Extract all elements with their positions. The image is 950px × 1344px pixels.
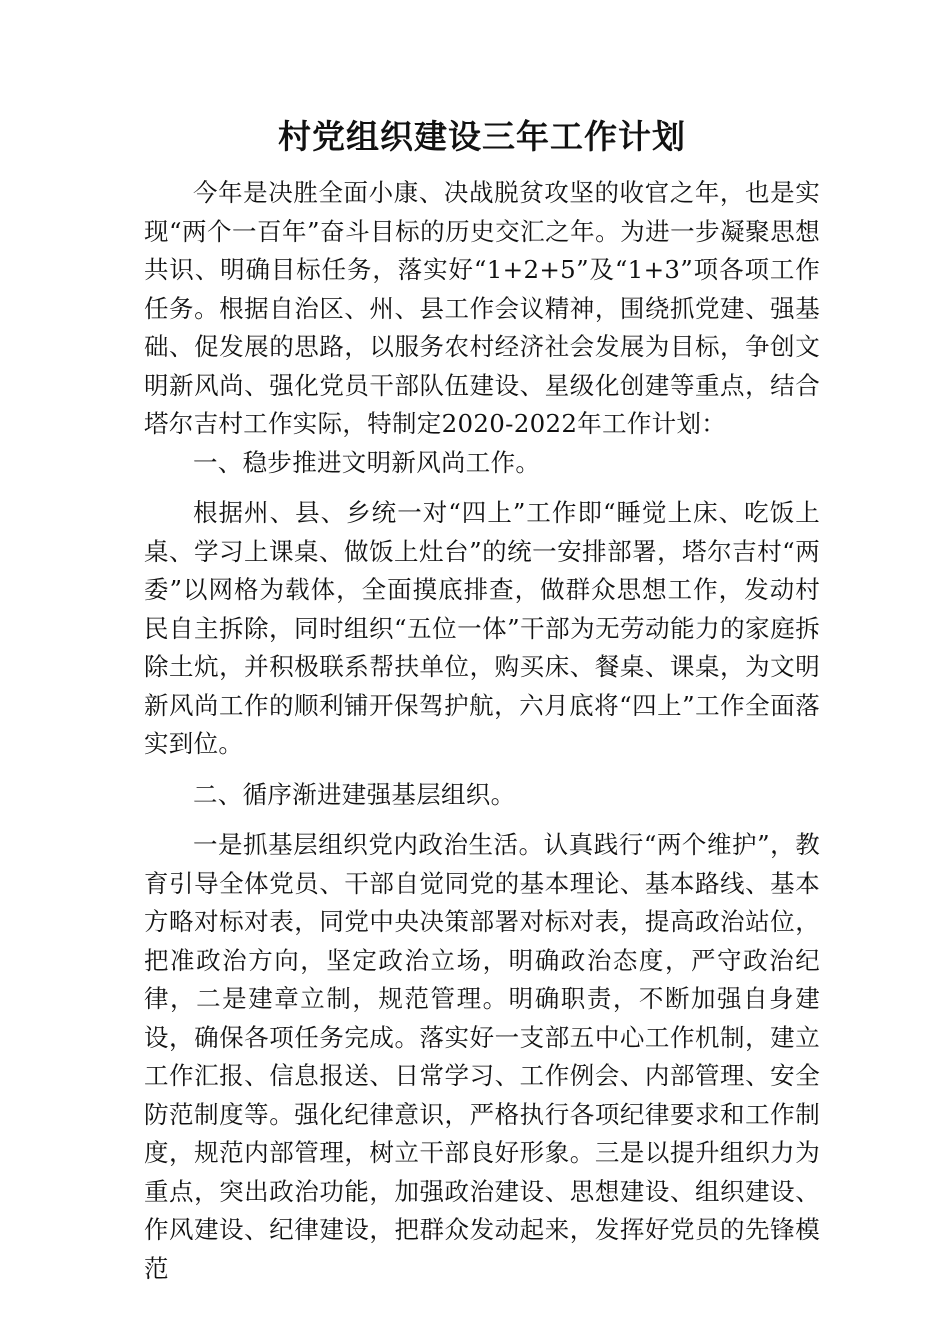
section-1-heading: 一、稳步推进文明新风尚工作。 (193, 447, 541, 477)
section-1-paragraph: 根据州、县、乡统一对“四上”工作即“睡觉上床、吃饭上桌、学习上课桌、做饭上灶台”的统一安排部署，塔尔吉村“两委”以网格为载体，全面摸底排查，做群众思想工作，发动村民自主拆除，同时组织“五位一体”干部为无劳动能力的家庭拆除土炕，并积极联系帮扶单位，购买床、餐桌、课桌，为文明新风尚工作的顺利铺开保驾护航，六月底将“四上”工作全面落实到位。 (144, 498, 820, 758)
intro-paragraph: 今年是决胜全面小康、决战脱贫攻坚的收官之年，也是实现“两个一百年”奋斗目标的历史交汇之年。为进一步凝聚思想共识、明确目标任务，落实好“1+2+5”及“1+3”项各项工作任务。根据自治区、州、县工作会议精神，围绕抓党建、强基础、促发展的思路，以服务农村经济社会发展为目标，争创文明新风尚、强化党员干部队伍建设、星级化创建等重点，结合塔尔吉村工作实际，特制定2020-2022年工作计划： (144, 178, 820, 438)
spacer (144, 482, 820, 494)
section-2-paragraph: 一是抓基层组织党内政治生活。认真践行“两个维护”，教育引导全体党员、干部自觉同党的基本理论、基本路线、基本方略对标对表，同党中央决策部署对标对表，提高政治站位，把准政治方向，坚定政治立场，明确政治态度，严守政治纪律，二是建章立制，规范管理。明确职责，不断加强自身建设，确保各项任务完成。落实好一支部五中心工作机制，建立工作汇报、信息报送、日常学习、工作例会、内部管理、安全防范制度等。强化纪律意识，严格执行各项纪律要求和工作制度，规范内部管理，树立干部良好形象。三是以提升组织力为重点，突出政治功能，加强政治建设、思想建设、组织建设、作风建设、纪律建设，把群众发动起来，发挥好党员的先锋模范 (144, 830, 820, 1283)
spacer (144, 764, 820, 776)
document-page (144, 108, 820, 1288)
section-2-heading: 二、循序渐进建强基层组织。 (193, 779, 516, 809)
spacer (144, 814, 820, 826)
document-title: 村党组织建设三年工作计划 (278, 117, 686, 156)
